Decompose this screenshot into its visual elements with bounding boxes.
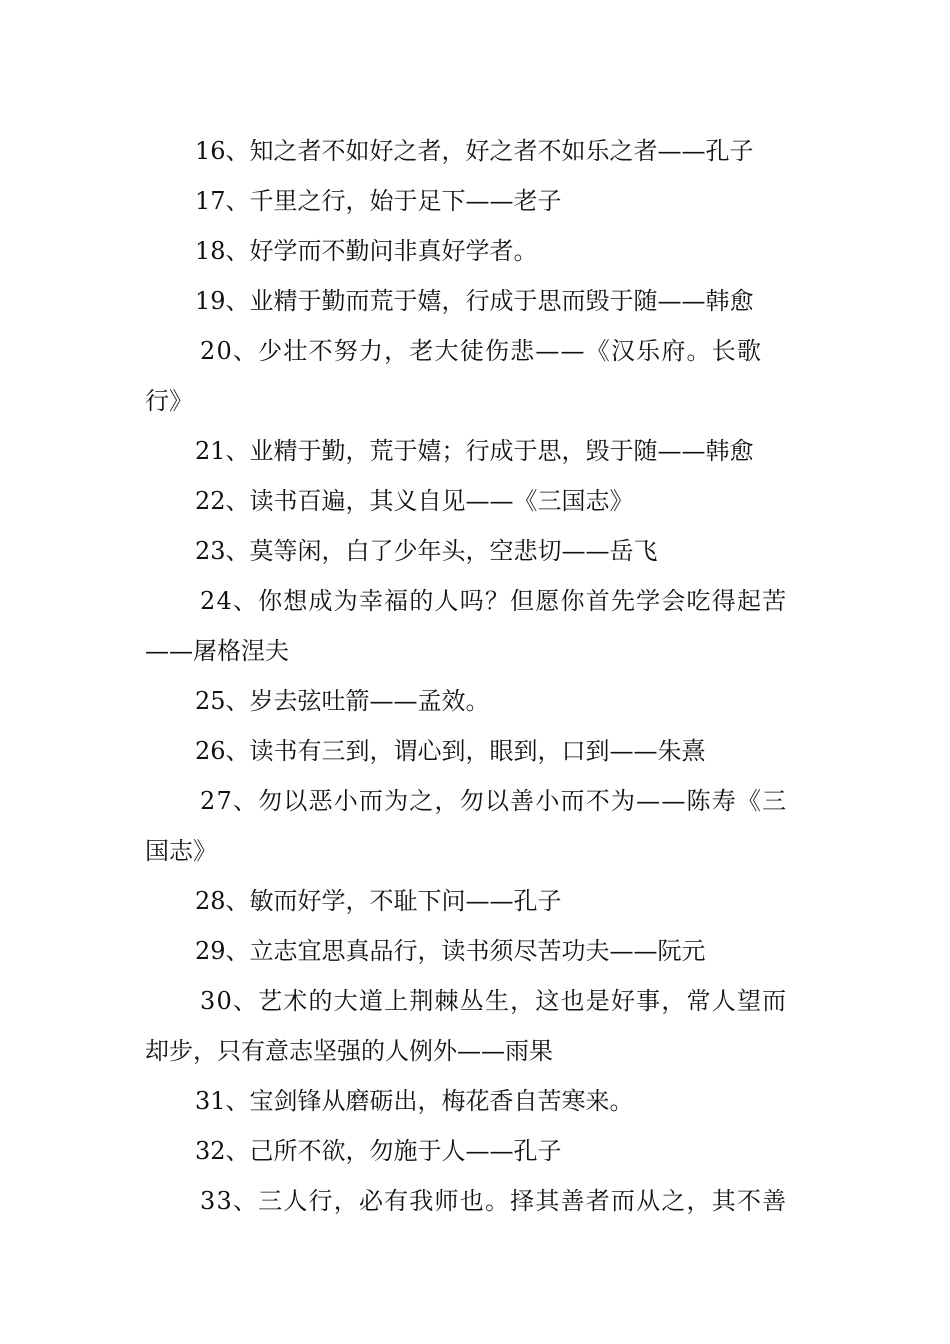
quote-28: 28、敏而好学，不耻下问——孔子 xyxy=(195,887,562,915)
quote-33: 33、三人行，必有我师也。择其善者而从之，其不善 xyxy=(200,1187,788,1215)
quote-32: 32、己所不欲，勿施于人——孔子 xyxy=(195,1137,562,1165)
quote-17: 17、千里之行，始于足下——老子 xyxy=(195,187,562,215)
quote-31: 31、宝剑锋从磨砺出，梅花香自苦寒来。 xyxy=(195,1087,634,1115)
quote-30-continued: 却步，只有意志坚强的人例外——雨果 xyxy=(145,1037,553,1065)
quote-18: 18、好学而不勤问非真好学者。 xyxy=(195,237,538,265)
quote-list xyxy=(145,126,810,1226)
quote-24: 24、你想成为幸福的人吗？但愿你首先学会吃得起苦 xyxy=(200,587,788,615)
quote-22: 22、读书百遍，其义自见——《三国志》 xyxy=(195,487,634,515)
quote-16: 16、知之者不如好之者，好之者不如乐之者——孔子 xyxy=(195,137,754,165)
quote-29: 29、立志宜思真品行，读书须尽苦功夫——阮元 xyxy=(195,937,706,965)
quote-25: 25、岁去弦吐箭——孟效。 xyxy=(195,687,490,715)
quote-20-continued: 行》 xyxy=(145,387,193,415)
quote-30: 30、艺术的大道上荆棘丛生，这也是好事，常人望而 xyxy=(200,987,788,1015)
quote-23: 23、莫等闲，白了少年头，空悲切——岳飞 xyxy=(195,537,658,565)
quote-21: 21、业精于勤，荒于嬉；行成于思，毁于随——韩愈 xyxy=(195,437,754,465)
quote-19: 19、业精于勤而荒于嬉，行成于思而毁于随——韩愈 xyxy=(195,287,754,315)
quote-26: 26、读书有三到，谓心到，眼到，口到——朱熹 xyxy=(195,737,706,765)
quote-24-continued: ——屠格涅夫 xyxy=(145,637,289,665)
quote-27: 27、勿以恶小而为之，勿以善小而不为——陈寿《三 xyxy=(200,787,788,815)
quote-27-continued: 国志》 xyxy=(145,837,217,865)
quote-20: 20、少壮不努力，老大徒伤悲——《汉乐府。长歌 xyxy=(200,337,763,365)
